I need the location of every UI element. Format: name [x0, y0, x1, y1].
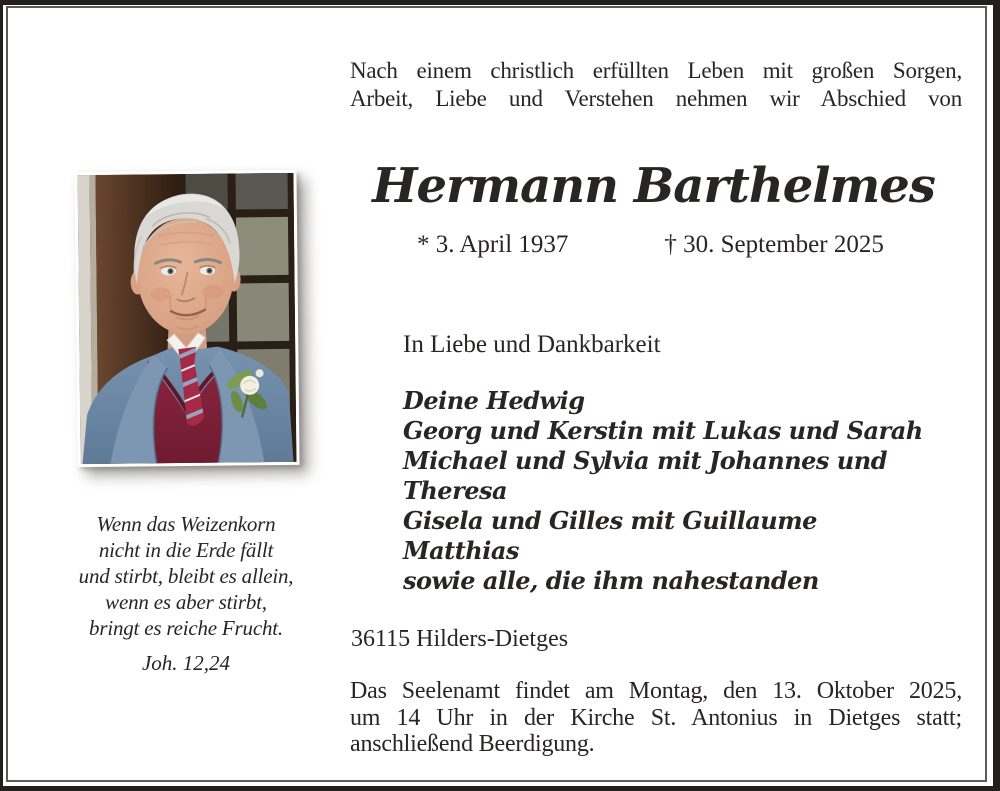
life-dates	[347, 230, 960, 260]
mourner-line: Gisela und Gilles mit Guillaume	[403, 506, 817, 535]
mourners-list	[403, 386, 963, 596]
mourner-line: sowie alle, die ihm nahestanden	[403, 566, 819, 595]
mourner-line: Deine Hedwig	[403, 386, 585, 415]
scripture-line: Wenn das Weizenkorn	[96, 512, 276, 536]
service-info	[350, 678, 962, 758]
mourner-line: Michael und Sylvia mit Johannes und Theresa	[403, 446, 887, 505]
service-line: Das Seelenamt findet am Montag, den 13. Oktober 2025,	[350, 678, 962, 704]
scripture-line: nicht in die Erde fällt	[98, 538, 274, 562]
scripture-reference: Joh. 12,24	[141, 651, 231, 675]
intro-line: Arbeit, Liebe und Verstehen nehmen wir Abschied von	[350, 86, 962, 111]
mourner-line: Georg und Kerstin mit Lukas und Sarah	[403, 416, 923, 445]
scripture-line: bringt es reiche Frucht.	[89, 616, 283, 640]
scripture-line: wenn es aber stirbt,	[105, 590, 267, 614]
portrait-photo	[74, 170, 299, 467]
intro-line: Nach einem christlich erfüllten Leben mit großen Sorgen,	[350, 58, 962, 83]
scripture-verse	[56, 511, 316, 641]
birth-date: * 3. April 1937	[417, 231, 569, 258]
portrait-illustration	[77, 173, 296, 464]
mourner-line: Matthias	[403, 536, 519, 565]
intro-text	[350, 57, 962, 113]
scripture-line: und stirbt, bleibt es allein,	[78, 564, 294, 588]
service-line: anschließend Beerdigung.	[350, 731, 595, 757]
death-date: † 30. September 2025	[664, 231, 884, 258]
service-line: um 14 Uhr in der Kirche St. Antonius in Dietges statt;	[350, 704, 962, 731]
residence-text: 36115 Hilders-Dietges	[351, 626, 569, 652]
salutation-text: In Liebe und Dankbarkeit	[403, 331, 661, 358]
deceased-name: Hermann Barthelmes	[372, 158, 935, 214]
